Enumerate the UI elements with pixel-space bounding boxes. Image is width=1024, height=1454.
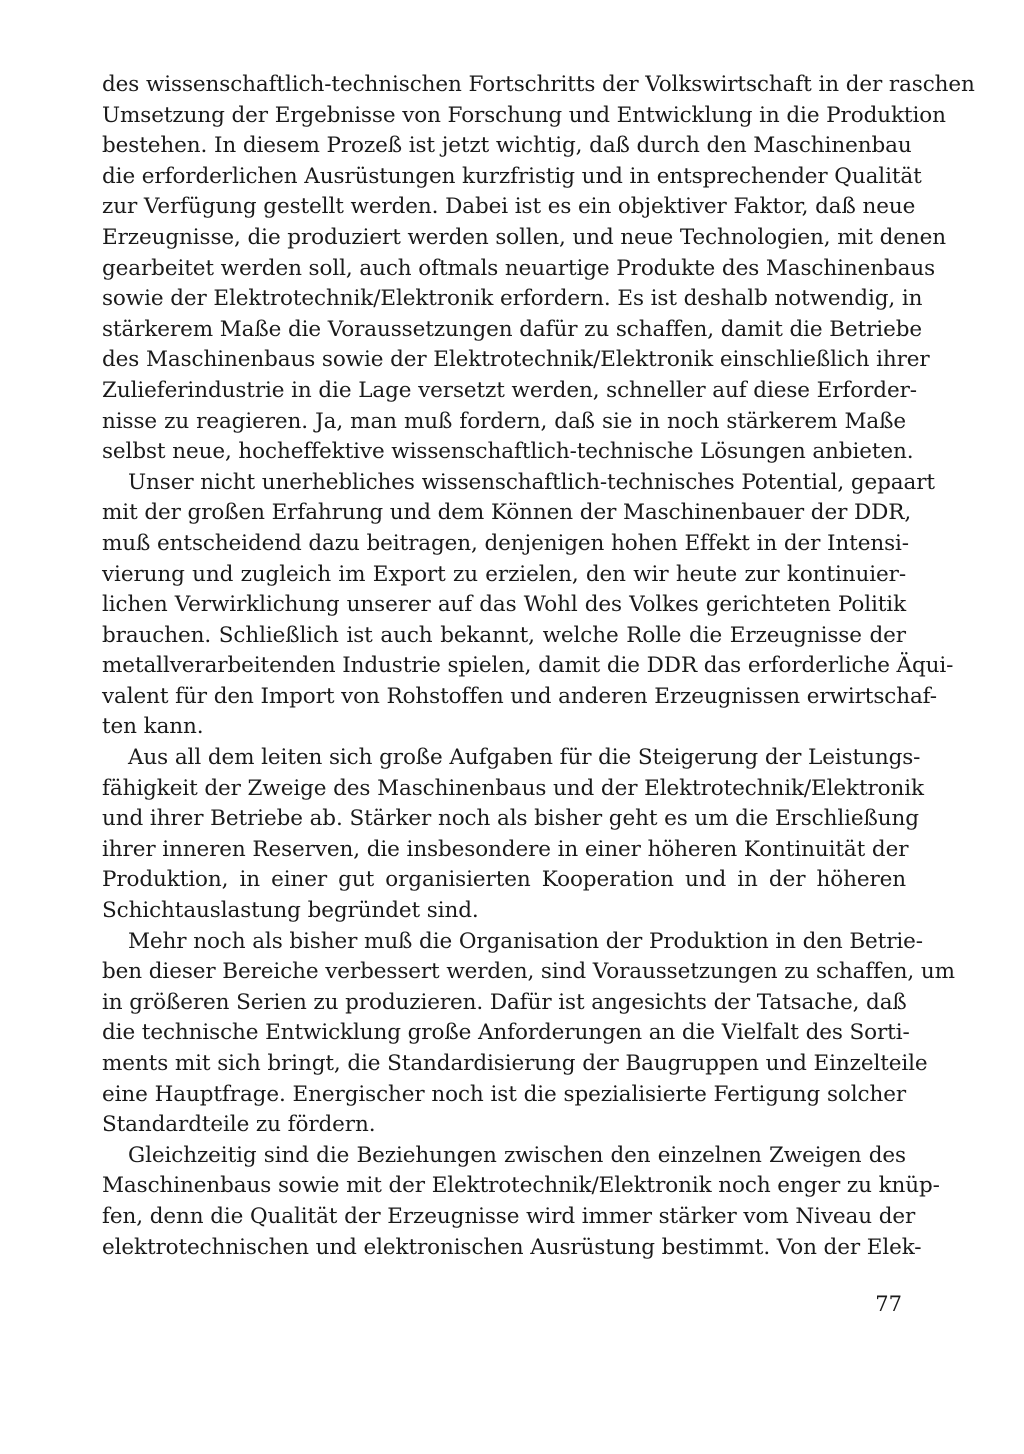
page-number: 77 [875, 1292, 902, 1316]
text-line: die technische Entwicklung große Anforderungen an die Vielfalt des Sorti- [102, 1020, 910, 1046]
text-line: Aus all dem leiten sich große Aufgaben für die Steigerung der Leistungs- [128, 745, 921, 771]
text-line: ten kann. [102, 714, 204, 740]
text-line: Unser nicht unerhebliches wissenschaftlich-technisches Potential, gepaart [128, 469, 935, 495]
text-line: die erforderlichen Ausrüstungen kurzfristig und in entsprechender Qualität [102, 163, 922, 189]
text-line: ben dieser Bereiche verbessert werden, sind Voraussetzungen zu schaffen, um [102, 959, 955, 985]
text-line: elektrotechnischen und elektronischen Ausrüstung bestimmt. Von der Elek- [102, 1234, 922, 1260]
text-line: nisse zu reagieren. Ja, man muß fordern, daß sie in noch stärkerem Maße [102, 408, 906, 434]
text-line: in größeren Serien zu produzieren. Dafür ist angesichts der Tatsache, daß [102, 989, 907, 1015]
text-line: Maschinenbaus sowie mit der Elektrotechnik/Elektronik noch enger zu knüp- [102, 1173, 940, 1199]
text-line: sowie der Elektrotechnik/Elektronik erfordern. Es ist deshalb notwendig, in [102, 286, 923, 312]
text-line: Produktion, in einer gut organisierten Kooperation und in der höheren [102, 867, 906, 893]
text-line: muß entscheidend dazu beitragen, denjenigen hohen Effekt in der Intensi- [102, 530, 909, 556]
text-line: des Maschinenbaus sowie der Elektrotechnik/Elektronik einschließlich ihrer [102, 347, 930, 373]
text-line: metallverarbeitenden Industrie spielen, damit die DDR das erforderliche Äqui- [102, 653, 954, 679]
paragraph [102, 1141, 940, 1263]
text-line: Gleichzeitig sind die Beziehungen zwischen den einzelnen Zweigen des [128, 1142, 906, 1168]
paragraph [102, 468, 954, 743]
text-line: ments mit sich bringt, die Standardisierung der Baugruppen und Einzelteile [102, 1051, 928, 1076]
text-line: fähigkeit der Zweige des Maschinenbaus und der Elektrotechnik/Elektronik [102, 775, 924, 801]
text-line: und ihrer Betriebe ab. Stärker noch als bisher geht es um die Erschließung [102, 806, 919, 832]
text-line: Mehr noch als bisher muß die Organisation der Produktion in den Betrie- [128, 928, 923, 954]
text-line: Schichtauslastung begründet sind. [102, 898, 479, 924]
text-line: Zulieferindustrie in die Lage versetzt werden, schneller auf diese Erforder- [102, 377, 917, 403]
text-line: eine Hauptfrage. Energischer noch ist die spezialisierte Fertigung solcher [102, 1081, 906, 1107]
text-line: mit der großen Erfahrung und dem Können der Maschinenbauer der DDR, [102, 500, 912, 526]
text-line: brauchen. Schließlich ist auch bekannt, welche Rolle die Erzeugnisse der [102, 622, 906, 648]
text-line: Erzeugnisse, die produziert werden sollen, und neue Technologien, mit denen [102, 224, 947, 250]
body-text [102, 70, 975, 1263]
text-line: Standardteile zu fördern. [102, 1112, 376, 1138]
text-line: Umsetzung der Ergebnisse von Forschung und Entwicklung in die Produktion [102, 102, 946, 128]
text-line: vierung und zugleich im Export zu erzielen, den wir heute zur kontinuier- [102, 561, 906, 587]
paragraph [102, 70, 975, 468]
text-line: fen, denn die Qualität der Erzeugnisse wird immer stärker vom Niveau der [102, 1203, 916, 1229]
text-line: lichen Verwirklichung unserer auf das Wohl des Volkes gerichteten Politik [102, 592, 906, 618]
text-line: valent für den Import von Rohstoffen und anderen Erzeugnissen erwirtschaf- [102, 683, 937, 709]
paragraph [102, 743, 924, 927]
paragraph [102, 927, 955, 1141]
text-line: selbst neue, hocheffektive wissenschaftlich-technische Lösungen anbieten. [102, 439, 914, 465]
text-line: stärkerem Maße die Voraussetzungen dafür zu schaffen, damit die Betriebe [102, 316, 922, 342]
text-line: ihrer inneren Reserven, die insbesondere in einer höheren Kontinuität der [102, 836, 909, 862]
text-line: gearbeitet werden soll, auch oftmals neuartige Produkte des Maschinenbaus [102, 255, 936, 281]
text-line: bestehen. In diesem Prozeß ist jetzt wichtig, daß durch den Maschinenbau [102, 133, 912, 159]
text-line: des wissenschaftlich-technischen Fortschritts der Volkswirtschaft in der raschen [102, 72, 975, 97]
text-line: zur Verfügung gestellt werden. Dabei ist es ein objektiver Faktor, daß neue [102, 194, 916, 220]
